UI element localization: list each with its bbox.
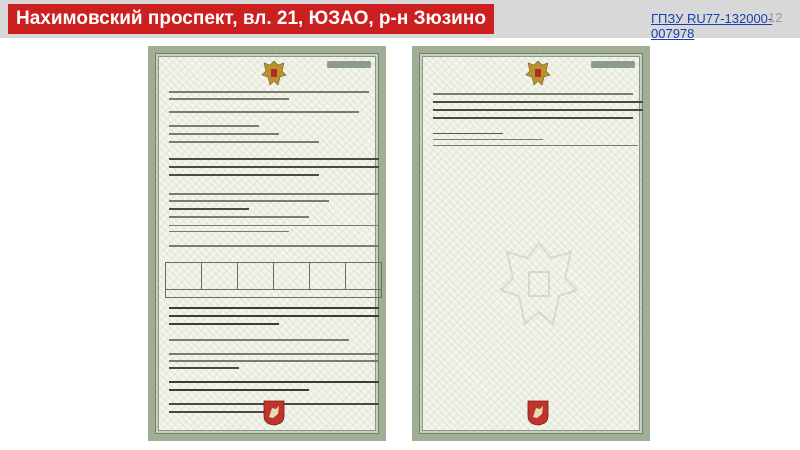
text-line <box>169 141 319 143</box>
footnote-rule <box>433 133 503 134</box>
text-line <box>169 125 259 127</box>
parameters-table-row <box>165 288 382 298</box>
section-heading-line <box>169 323 279 325</box>
text-line <box>169 216 309 218</box>
slide-number: 12 <box>768 10 783 25</box>
section-heading-line <box>169 381 379 383</box>
text-line <box>169 339 349 341</box>
russian-coat-of-arms-icon <box>260 59 288 89</box>
text-line <box>169 98 289 100</box>
russian-coat-of-arms-icon <box>524 59 552 89</box>
document-page-left <box>148 46 386 441</box>
text-line <box>169 225 379 226</box>
text-line <box>169 367 239 369</box>
document-corner-label <box>327 61 371 68</box>
moscow-coat-of-arms-icon <box>527 400 549 426</box>
italic-text-line <box>169 411 269 413</box>
section-heading-line <box>169 307 379 309</box>
footnote-line <box>433 139 543 140</box>
italic-text-line <box>169 174 319 176</box>
section-heading-line <box>169 389 309 391</box>
text-line <box>169 360 379 362</box>
footnote-line <box>433 145 638 146</box>
text-line <box>169 200 329 202</box>
text-line <box>169 133 279 135</box>
text-line <box>169 231 289 232</box>
text-line <box>169 245 379 247</box>
italic-text-line <box>433 109 643 111</box>
text-line <box>169 208 249 210</box>
italic-text-line <box>433 101 643 103</box>
text-line <box>433 93 633 95</box>
text-line <box>169 193 379 195</box>
russian-coat-of-arms-watermark-icon <box>499 238 579 333</box>
parameters-table-header <box>165 262 382 290</box>
document-corner-label <box>591 61 635 68</box>
italic-text-line <box>169 166 379 168</box>
text-line <box>169 91 369 93</box>
header-bar <box>0 0 800 41</box>
italic-text-line <box>169 158 379 160</box>
text-line <box>169 111 359 113</box>
italic-text-line <box>433 117 633 119</box>
page-title: Нахимовский проспект, вл. 21, ЮЗАО, р-н Зюзино <box>8 4 494 34</box>
moscow-coat-of-arms-icon <box>263 400 285 426</box>
gpzu-reference-link[interactable]: ГПЗУ RU77-132000-007978 <box>651 11 773 41</box>
document-page-right <box>412 46 650 441</box>
text-line <box>169 353 379 355</box>
section-heading-line <box>169 315 379 317</box>
